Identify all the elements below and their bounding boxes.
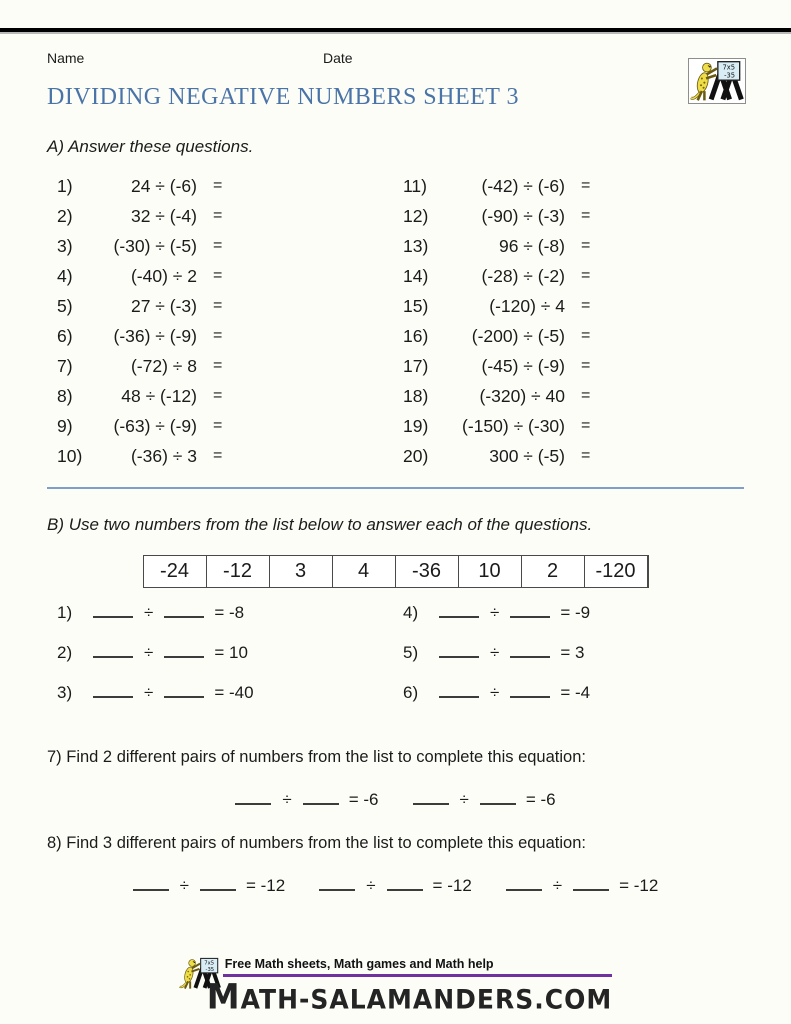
question-expression: (-320) ÷ 40: [479, 385, 565, 406]
question-expression: 48 ÷ (-12): [121, 385, 197, 406]
question-expression: 300 ÷ (-5): [489, 445, 565, 466]
equals-sign: =: [581, 327, 591, 344]
section-a-column-left: [57, 171, 403, 471]
fill-in-equation: [235, 789, 378, 810]
question-expression: (-42) ÷ (-6): [481, 175, 565, 196]
equation-result: = -40: [214, 683, 254, 702]
question-row: [57, 201, 403, 231]
answer-blank: [200, 875, 236, 891]
fill-in-row: [57, 682, 403, 722]
equation-result: = -4: [560, 683, 591, 702]
number-list-cell: 10: [459, 556, 522, 587]
fill-in-equation: [506, 875, 659, 896]
number-list-cell: 2: [522, 556, 585, 587]
name-label: Name: [47, 50, 85, 66]
answer-blank: [319, 875, 355, 891]
question-row: [403, 171, 590, 201]
question-number: 3): [57, 235, 73, 256]
question-row: [403, 261, 590, 291]
question-number: 4): [57, 265, 73, 286]
divide-sign: ÷: [179, 876, 189, 895]
footer-brand-inner: [179, 955, 612, 1016]
footer-brand: [0, 955, 791, 1016]
number-list-cell: -120: [585, 556, 648, 587]
question-number: 1): [57, 175, 73, 196]
answer-blank: [510, 642, 550, 658]
brand-logo: [688, 58, 746, 104]
divide-sign: ÷: [366, 876, 376, 895]
section-b-label: B) Use two numbers from the list below to answer each of the questions.: [47, 515, 593, 534]
answer-blank: [93, 602, 133, 618]
question-row: [57, 171, 403, 201]
question-expression: (-200) ÷ (-5): [471, 325, 565, 346]
fill-in-row: [403, 642, 590, 682]
equals-sign: =: [581, 447, 591, 464]
question-expression: (-28) ÷ (-2): [481, 265, 565, 286]
section-divider-line: [47, 487, 744, 489]
divide-sign: ÷: [490, 603, 500, 622]
section-b-column-right: [403, 602, 590, 722]
question-expression: (-90) ÷ (-3): [481, 205, 565, 226]
question-expression: (-30) ÷ (-5): [113, 235, 197, 256]
divide-sign: ÷: [552, 876, 563, 895]
number-list-cell: -36: [396, 556, 459, 587]
answer-blank: [93, 642, 133, 658]
question-number: 6): [57, 325, 73, 346]
equals-sign: =: [213, 297, 223, 314]
salamander-logo-icon: [690, 60, 744, 102]
question-row: [57, 351, 403, 381]
equals-sign: =: [581, 267, 591, 284]
equals-sign: =: [213, 387, 223, 404]
question-number: 5): [57, 295, 73, 316]
equals-sign: =: [581, 177, 591, 194]
question-7-equations: [0, 789, 791, 810]
answer-blank: [439, 642, 479, 658]
question-expression: 96 ÷ (-8): [498, 235, 565, 256]
equals-sign: =: [581, 297, 591, 314]
answer-blank: [387, 875, 423, 891]
equals-sign: =: [581, 387, 591, 404]
equals-sign: =: [213, 417, 223, 434]
question-row: [403, 201, 590, 231]
question-number: 7): [57, 355, 73, 376]
question-number: 3): [57, 683, 73, 702]
divide-sign: ÷: [459, 790, 469, 809]
divide-sign: ÷: [490, 643, 500, 662]
answer-blank: [506, 875, 542, 891]
question-7-text: 7) Find 2 different pairs of numbers from the list to complete this equation:: [47, 748, 586, 766]
divide-sign: ÷: [144, 603, 154, 622]
question-row: [57, 381, 403, 411]
question-number: 2): [57, 205, 73, 226]
answer-blank: [573, 875, 609, 891]
question-expression: 27 ÷ (-3): [130, 295, 197, 316]
question-row: [57, 231, 403, 261]
fill-in-row: [57, 642, 403, 682]
question-expression: (-63) ÷ (-9): [113, 415, 197, 436]
section-b-column-left: [57, 602, 403, 722]
question-expression: (-36) ÷ (-9): [113, 325, 197, 346]
question-expression: (-45) ÷ (-9): [481, 355, 565, 376]
question-8-text: 8) Find 3 different pairs of numbers from the list to complete this equation:: [47, 834, 586, 852]
equation-result: = -8: [214, 603, 245, 622]
question-row: [403, 381, 590, 411]
section-a-label: A) Answer these questions.: [47, 137, 254, 156]
question-number: 6): [403, 683, 419, 702]
question-expression: 24 ÷ (-6): [130, 175, 197, 196]
divide-sign: ÷: [144, 683, 154, 702]
question-number: 10): [57, 445, 83, 466]
answer-blank: [93, 682, 133, 698]
equation-result: = -6: [348, 790, 379, 809]
answer-blank: [303, 789, 339, 805]
question-row: [57, 261, 403, 291]
question-number: 20): [403, 445, 429, 466]
divide-sign: ÷: [144, 643, 154, 662]
question-expression: (-40) ÷ 2: [130, 265, 197, 286]
answer-blank: [164, 682, 204, 698]
equals-sign: =: [581, 207, 591, 224]
equation-result: = -6: [525, 790, 556, 809]
question-row: [403, 441, 590, 471]
question-number: 14): [403, 265, 429, 286]
equation-result: = -12: [619, 876, 659, 895]
answer-blank: [439, 602, 479, 618]
footer-tagline: Free Math sheets, Math games and Math help: [223, 955, 612, 977]
equals-sign: =: [213, 447, 223, 464]
equals-sign: =: [581, 357, 591, 374]
equals-sign: =: [213, 207, 223, 224]
answer-blank: [164, 602, 204, 618]
question-expression: (-72) ÷ 8: [130, 355, 197, 376]
question-number: 12): [403, 205, 429, 226]
equals-sign: =: [581, 237, 591, 254]
question-number: 19): [403, 415, 429, 436]
equals-sign: =: [581, 417, 591, 434]
equals-sign: =: [213, 357, 223, 374]
answer-blank: [133, 875, 169, 891]
number-list-cell: -12: [207, 556, 270, 587]
question-row: [403, 351, 590, 381]
answer-blank: [164, 642, 204, 658]
question-expression: (-36) ÷ 3: [130, 445, 197, 466]
answer-blank: [413, 789, 449, 805]
fill-in-row: [403, 682, 590, 722]
answer-blank: [439, 682, 479, 698]
question-number: 2): [57, 643, 73, 662]
top-divider-bar: [0, 28, 791, 32]
fill-in-equation: [413, 789, 556, 810]
equals-sign: =: [213, 267, 223, 284]
section-b-questions: [57, 602, 744, 722]
question-row: [403, 231, 590, 261]
question-row: [57, 321, 403, 351]
question-number: 17): [403, 355, 429, 376]
section-a-column-right: [403, 171, 590, 471]
divide-sign: ÷: [282, 790, 292, 809]
number-list-cell: -24: [144, 556, 207, 587]
equals-sign: =: [213, 177, 223, 194]
question-number: 13): [403, 235, 429, 256]
answer-blank: [235, 789, 271, 805]
question-expression: (-120) ÷ 4: [489, 295, 565, 316]
question-8-equations: [0, 875, 791, 896]
question-row: [403, 321, 590, 351]
equation-result: = 3: [560, 643, 585, 662]
footer-site-name: MATH-SALAMANDERS.COM: [206, 976, 613, 1017]
equals-sign: =: [213, 327, 223, 344]
equals-sign: =: [213, 237, 223, 254]
divide-sign: ÷: [490, 683, 500, 702]
question-row: [57, 411, 403, 441]
fill-in-row: [403, 602, 590, 642]
date-label: Date: [323, 50, 353, 66]
fill-in-equation: [319, 875, 472, 896]
question-row: [403, 411, 590, 441]
number-list-box: [143, 555, 649, 588]
answer-blank: [510, 602, 550, 618]
answer-blank: [480, 789, 516, 805]
number-list-cell: 3: [270, 556, 333, 587]
question-number: 9): [57, 415, 73, 436]
page-title: DIVIDING NEGATIVE NUMBERS SHEET 3: [47, 84, 520, 110]
question-expression: 32 ÷ (-4): [130, 205, 197, 226]
question-number: 5): [403, 643, 419, 662]
equation-result: = -12: [245, 876, 286, 895]
question-row: [57, 441, 403, 471]
answer-blank: [510, 682, 550, 698]
question-expression: (-150) ÷ (-30): [462, 415, 565, 436]
question-row: [403, 291, 590, 321]
equation-result: = -12: [432, 876, 472, 895]
equation-result: = 10: [214, 643, 248, 662]
question-number: 15): [403, 295, 429, 316]
question-number: 8): [57, 385, 73, 406]
section-a-questions: [57, 171, 744, 471]
question-number: 16): [403, 325, 429, 346]
header-row: [47, 46, 744, 72]
question-number: 11): [403, 175, 427, 196]
question-row: [57, 291, 403, 321]
question-number: 4): [403, 603, 419, 622]
question-number: 18): [403, 385, 429, 406]
number-list-cell: 4: [333, 556, 396, 587]
footer-text: [206, 955, 613, 1017]
fill-in-equation: [133, 875, 286, 896]
question-number: 1): [57, 603, 73, 622]
equation-result: = -9: [560, 603, 591, 622]
fill-in-row: [57, 602, 403, 642]
